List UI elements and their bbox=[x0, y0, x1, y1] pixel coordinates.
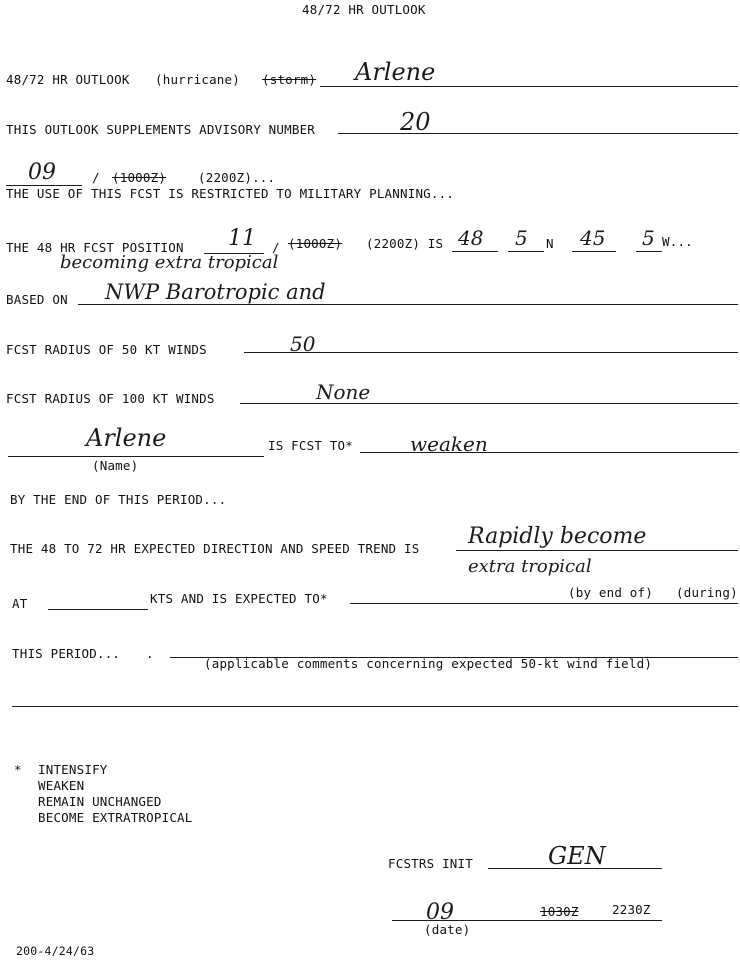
date-time-struck: 1030Z bbox=[540, 904, 579, 919]
date-day: 09 bbox=[426, 900, 454, 925]
outlook-prefix: 48/72 HR OUTLOOK bbox=[6, 72, 130, 87]
position-time: (2200Z) IS bbox=[366, 236, 444, 251]
storm-name-line bbox=[320, 86, 738, 87]
date-time: 2230Z bbox=[612, 902, 651, 917]
forecaster-label: FCSTRS INIT bbox=[388, 856, 473, 871]
trend-line bbox=[456, 550, 738, 551]
by-end-of-option: (by end of) bbox=[568, 585, 653, 600]
name-caption: (Name) bbox=[92, 458, 139, 473]
trend-value-second: extra tropical bbox=[468, 556, 592, 577]
forecast-trend: weaken bbox=[410, 432, 488, 456]
forecaster-initials: GEN bbox=[548, 842, 606, 870]
forecast-connector: IS FCST TO* bbox=[268, 438, 353, 453]
kts-expected-label: KTS AND IS EXPECTED TO* bbox=[150, 591, 328, 606]
storm-name-handwritten: Arlene bbox=[355, 58, 436, 86]
during-option: (during) bbox=[676, 585, 738, 600]
position-label: THE 48 HR FCST POSITION bbox=[6, 240, 184, 255]
latitude-minutes: 5 bbox=[515, 226, 528, 250]
trend-label: THE 48 TO 72 HR EXPECTED DIRECTION AND SPEED TREND IS bbox=[10, 541, 420, 556]
radius-50-value: 50 bbox=[290, 332, 316, 356]
issue-time-struck: (1000Z) bbox=[112, 170, 167, 185]
form-number: 200-4/24/63 bbox=[16, 944, 95, 958]
radius-100-value: None bbox=[316, 380, 371, 404]
option-item: WEAKEN bbox=[38, 778, 85, 793]
hurricane-option: (hurricane) bbox=[155, 72, 240, 87]
based-on-label: BASED ON bbox=[6, 292, 68, 307]
period-label: THIS PERIOD... bbox=[12, 646, 121, 661]
forecast-storm-name: Arlene bbox=[86, 424, 167, 452]
advisory-line bbox=[338, 133, 738, 134]
option-item: BECOME EXTRATROPICAL bbox=[38, 810, 193, 825]
longitude-degrees-line bbox=[572, 251, 616, 252]
latitude-degrees-line bbox=[452, 251, 498, 252]
option-item: INTENSIFY bbox=[38, 762, 108, 777]
position-slash: / bbox=[272, 240, 280, 255]
date-line bbox=[392, 920, 662, 921]
position-time-struck: (1000Z) bbox=[288, 236, 343, 251]
speed-line bbox=[48, 609, 148, 610]
longitude-degrees: 45 bbox=[580, 226, 606, 250]
at-label: AT bbox=[12, 596, 28, 611]
forecaster-line bbox=[488, 868, 662, 869]
period-line-second bbox=[12, 706, 738, 707]
trend-value: Rapidly become bbox=[468, 524, 647, 549]
based-on-value: NWP Barotropic and bbox=[105, 280, 326, 304]
latitude-minutes-line bbox=[508, 251, 544, 252]
issue-time: (2200Z)... bbox=[198, 170, 276, 185]
based-on-line bbox=[78, 304, 738, 305]
radius-50-line bbox=[244, 352, 738, 353]
longitude-minutes: 5 bbox=[642, 226, 655, 250]
issue-day: 09 bbox=[28, 160, 56, 185]
date-caption: (date) bbox=[424, 922, 471, 937]
position-note-handwritten: becoming extra tropical bbox=[60, 252, 279, 273]
end-period-text: BY THE END OF THIS PERIOD... bbox=[10, 492, 227, 507]
longitude-direction: W... bbox=[662, 234, 693, 249]
position-day: 11 bbox=[228, 226, 256, 251]
radius-100-label: FCST RADIUS OF 100 KT WINDS bbox=[6, 391, 215, 406]
radius-100-line bbox=[240, 403, 738, 404]
period-dot: . bbox=[146, 646, 154, 661]
latitude-direction: N bbox=[546, 236, 554, 251]
latitude-degrees: 48 bbox=[458, 226, 484, 250]
period-caption: (applicable comments concerning expected 50-kt wind field) bbox=[204, 656, 653, 671]
restriction-notice: THE USE OF THIS FCST IS RESTRICTED TO MILITARY PLANNING... bbox=[6, 186, 455, 201]
expected-line bbox=[350, 603, 738, 604]
datetime-slash: / bbox=[92, 170, 100, 185]
advisory-number: 20 bbox=[400, 108, 431, 136]
advisory-label: THIS OUTLOOK SUPPLEMENTS ADVISORY NUMBER bbox=[6, 122, 316, 137]
option-item: REMAIN UNCHANGED bbox=[38, 794, 162, 809]
page-header: 48/72 HR OUTLOOK bbox=[302, 2, 426, 17]
forecast-name-line bbox=[8, 456, 264, 457]
forecast-trend-line bbox=[360, 452, 738, 453]
longitude-minutes-line bbox=[636, 251, 662, 252]
storm-option-struck: (storm) bbox=[262, 72, 317, 87]
radius-50-label: FCST RADIUS OF 50 KT WINDS bbox=[6, 342, 207, 357]
options-asterisk: * bbox=[14, 762, 22, 777]
